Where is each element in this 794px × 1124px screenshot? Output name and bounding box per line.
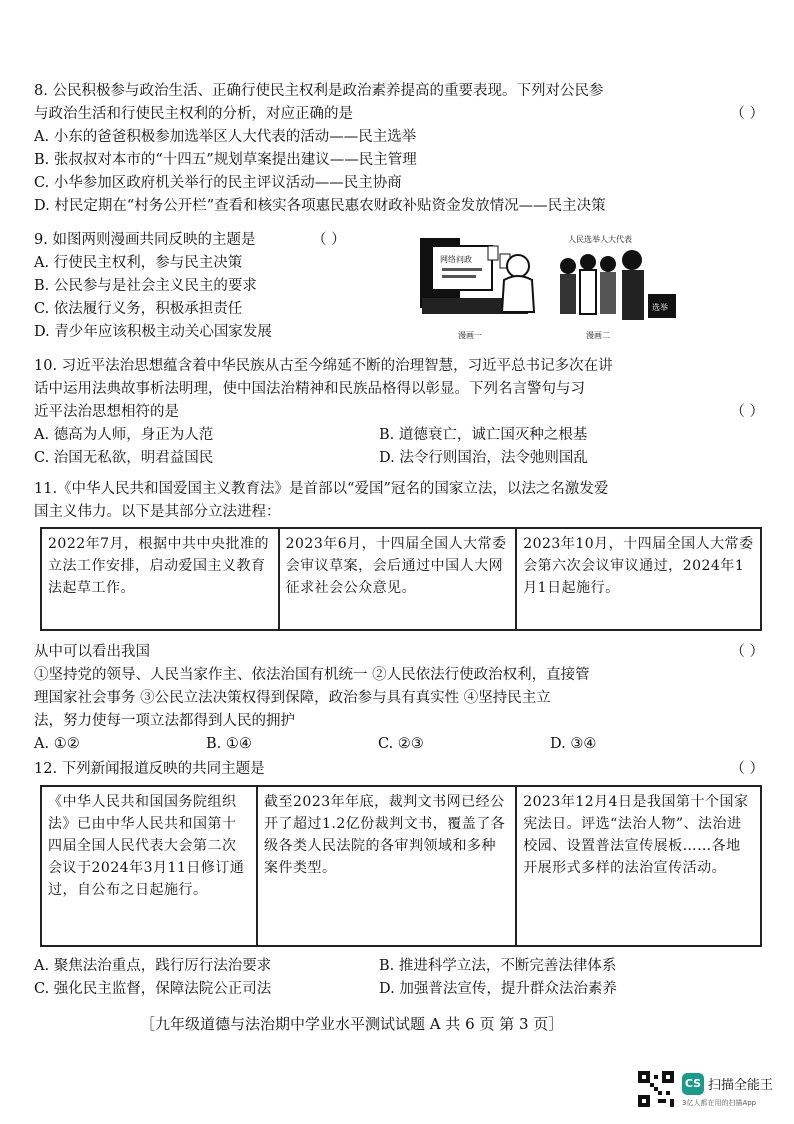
cartoon2-voter-head bbox=[580, 254, 596, 270]
q12-option-b: B. 推进科学立法，不断完善法律体系 bbox=[379, 958, 617, 974]
q10-options-row2 bbox=[34, 447, 764, 470]
cartoon1-screen-label: 网络问政 bbox=[440, 255, 472, 264]
q12-stem bbox=[34, 758, 764, 781]
q11-option-c: C. ②③ bbox=[378, 736, 424, 752]
cartoon2-voter-head bbox=[560, 258, 576, 274]
q10-options-row1 bbox=[34, 424, 764, 447]
q11-sub-stem bbox=[34, 641, 764, 664]
q9-cartoon-illustration bbox=[418, 232, 680, 344]
q10-option-a: A. 德高为人师，身正为人范 bbox=[34, 427, 214, 443]
q11-statements-line2: 理国家社会事务 ③公民立法决策权得到保障，政治参与具有真实性 ④坚持民主立 bbox=[34, 690, 551, 706]
q11-timeline-box-2: 2023年6月，十四届全国人大常委会审议草案，会后通过中国人大网征求社会公众意见。 bbox=[279, 528, 517, 630]
q12-news-row bbox=[41, 786, 761, 946]
cartoon-1 bbox=[420, 238, 534, 340]
cartoon2-caption: 漫画二 bbox=[586, 331, 610, 340]
q12-options-row2 bbox=[34, 978, 764, 1001]
q8-stem-line2-text: 与政治生活和行使民主权利的分析，对应正确的是 bbox=[34, 106, 353, 122]
q10-option-d: D. 法令行则国治，法令弛则国乱 bbox=[379, 450, 588, 466]
q8-stem-line1: 8. 公民积极参与政治生活、正确行使民主权利是政治素养提高的重要表现。下列对公民参 bbox=[34, 83, 604, 99]
qr-code bbox=[638, 1071, 674, 1107]
question-9 bbox=[34, 229, 414, 344]
q10-stem-line2: 话中运用法典故事析法明理，使中国法治精神和民族品格得以彰显。下列名言警句与习 bbox=[34, 381, 585, 397]
q11-statements-line3: 法，努力使每一项立法都得到人民的拥护 bbox=[34, 713, 295, 729]
cartoon2-title: 人民选举人大代表 bbox=[568, 235, 632, 244]
q12-news-table bbox=[40, 785, 762, 947]
q8-option-d: D. 村民定期在“村务公开栏”查看和核实各项惠民惠农财政补贴资金发放情况——民主决策 bbox=[34, 198, 606, 214]
q11-answer-paren: （ ） bbox=[730, 644, 764, 660]
cartoon1-person-body bbox=[502, 276, 534, 312]
cartoon2-voter-body bbox=[622, 270, 644, 320]
q9-stem bbox=[34, 229, 414, 252]
cartoon1-paper bbox=[488, 246, 498, 260]
cartoon1-screen-line bbox=[442, 275, 476, 278]
q10-stem-line3 bbox=[34, 401, 764, 424]
scanner-logo: CS bbox=[682, 1073, 704, 1095]
q9-stem-text: 9. 如图两则漫画共同反映的主题是 bbox=[34, 232, 256, 248]
cartoon2-voter-head bbox=[622, 250, 642, 270]
cartoon1-screen-line bbox=[442, 268, 482, 271]
cartoon2-voter-body bbox=[580, 270, 596, 314]
q12-option-a: A. 聚焦法治重点，践行厉行法治要求 bbox=[34, 958, 272, 974]
scanner-tagline: 3亿人都在用的扫描App bbox=[682, 1099, 757, 1107]
q10-option-b: B. 道德衰亡，诚亡国灭种之根基 bbox=[379, 427, 588, 443]
scanner-app-name: 扫描全能王 bbox=[708, 1078, 774, 1093]
q12-answer-paren: （ ） bbox=[730, 761, 764, 777]
q12-news-box-1: 《中华人民共和国国务院组织法》已由中华人民共和国第十四届全国人民代表大会第二次会议于2024年3月11日修订通过，自公布之日起施行。 bbox=[41, 786, 257, 946]
q10-stem-line3-text: 近平法治思想相符的是 bbox=[34, 404, 179, 420]
q9-option-b: B. 公民参与是社会主义民主的要求 bbox=[34, 278, 257, 294]
question-8 bbox=[34, 80, 764, 218]
q11-stem-line2: 国主义伟力。以下是其部分立法进程： bbox=[34, 504, 281, 520]
q12-options-row1 bbox=[34, 955, 764, 978]
q8-option-b: B. 张叔叔对本市的“十四五”规划草案提出建议——民主管理 bbox=[34, 152, 417, 168]
cartoon2-ballot-box-label: 选举 bbox=[652, 303, 668, 312]
cartoon-2 bbox=[560, 234, 676, 340]
q12-option-c: C. 强化民主监督，保障法院公正司法 bbox=[34, 981, 272, 997]
q11-timeline-box-1: 2022年7月，根据中共中央批准的立法工作安排，启动爱国主义教育法起草工作。 bbox=[41, 528, 279, 630]
q11-option-b: B. ①④ bbox=[206, 736, 252, 752]
cartoon2-voter-body bbox=[600, 272, 616, 314]
q10-stem-line1: 10. 习近平法治思想蕴含着中华民族从古至今绵延不断的治理智慧，习近平总书记多次在讲 bbox=[34, 358, 613, 374]
q11-option-d: D. ③④ bbox=[550, 736, 597, 752]
q10-answer-paren: （ ） bbox=[730, 404, 764, 420]
q9-option-d: D. 青少年应该积极主动关心国家发展 bbox=[34, 324, 272, 340]
q9-option-a: A. 行使民主权利，参与民主决策 bbox=[34, 255, 243, 271]
q12-option-d: D. 加强普法宣传，提升群众法治素养 bbox=[379, 981, 617, 997]
q12-news-box-2: 截至2023年年底，裁判文书网已经公开了超过1.2亿份裁判文书，覆盖了各级各类人民法院的各审判领域和多种案件类型。 bbox=[257, 786, 516, 946]
question-10 bbox=[34, 355, 764, 470]
page-footer: ［九年级道德与法治期中学业水平测试试题 A 共 6 页 第 3 页］ bbox=[140, 1015, 564, 1033]
cartoon1-caption: 漫画一 bbox=[458, 331, 482, 340]
q8-stem-line2 bbox=[34, 103, 764, 126]
q11-timeline-row bbox=[41, 528, 761, 630]
q11-sub-stem-text: 从中可以看出我国 bbox=[34, 644, 150, 660]
q8-option-a: A. 小东的爸爸积极参加选举区人大代表的活动——民主选举 bbox=[34, 129, 417, 145]
q12-news-box-3: 2023年12月4日是我国第十个国家宪法日。评选“法治人物”、法治进校园、设置普法宣传展板……各地开展形式多样的法治宣传活动。 bbox=[516, 786, 761, 946]
q10-option-c: C. 治国无私欲，明君益国民 bbox=[34, 450, 214, 466]
cartoon2-voter-body bbox=[560, 274, 576, 314]
q11-statements-line1: ①坚持党的领导、人民当家作主、依法治国有机统一 ②人民依法行使政治权利，直接管 bbox=[34, 667, 590, 683]
q11-timeline-box-3: 2023年10月，十四届全国人大常委会第六次会议审议通过，2024年1月1日起施行。 bbox=[516, 528, 761, 630]
q8-answer-paren: （ ） bbox=[730, 106, 764, 122]
q12-stem-text: 12. 下列新闻报道反映的共同主题是 bbox=[34, 761, 265, 777]
q8-option-c: C. 小华参加区政府机关举行的民主评议活动——民主协商 bbox=[34, 175, 402, 191]
cartoon2-voter-head bbox=[600, 256, 616, 272]
q11-option-a: A. ①② bbox=[34, 736, 80, 752]
q9-answer-paren: （ ） bbox=[312, 232, 346, 248]
question-11 bbox=[34, 478, 764, 756]
q11-stem-line1: 11.《中华人民共和国爱国主义教育法》是首部以“爱国”冠名的国家立法，以法之名激发爱 bbox=[34, 481, 609, 497]
q11-options bbox=[34, 733, 764, 756]
cartoon1-person-head bbox=[507, 255, 529, 277]
question-12 bbox=[34, 758, 764, 1001]
q9-option-c: C. 依法履行义务，积极承担责任 bbox=[34, 301, 243, 317]
q11-timeline-table bbox=[40, 527, 762, 631]
